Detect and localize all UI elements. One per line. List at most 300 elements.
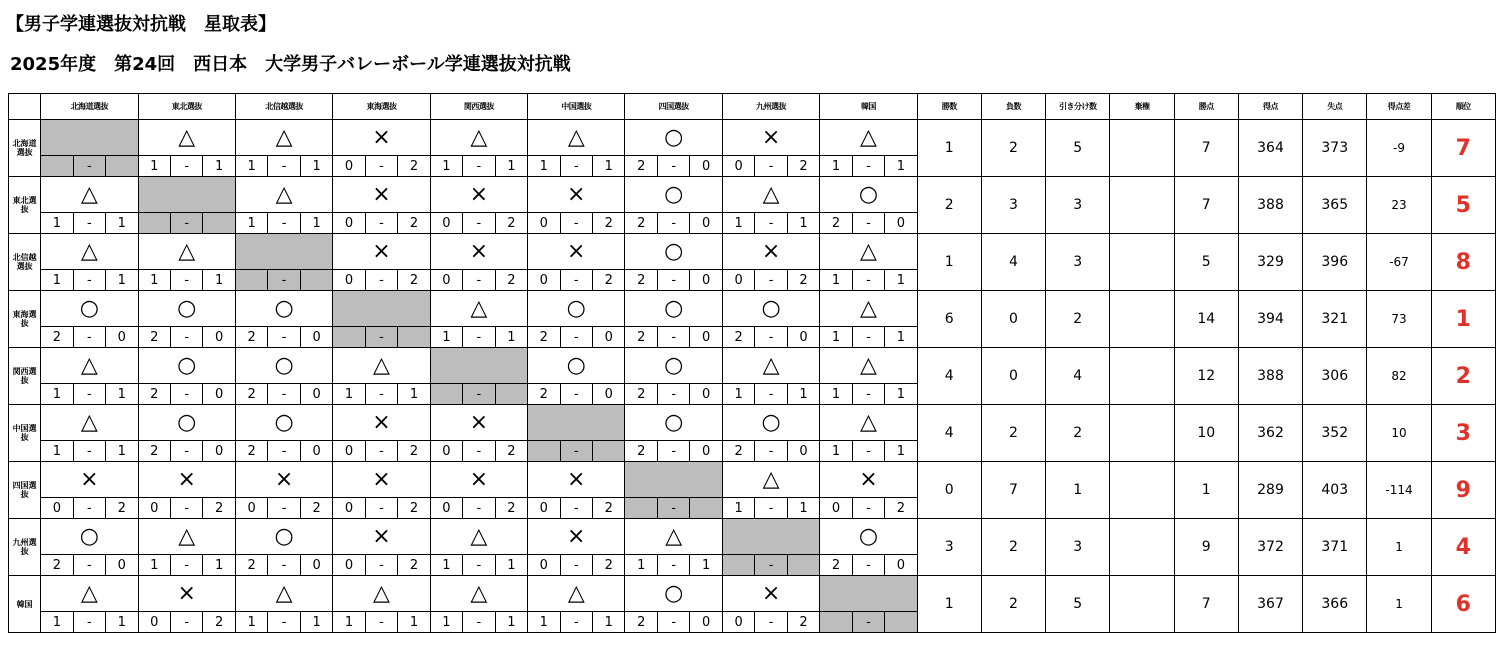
sets-lost: 2 [592,270,624,290]
result-symbol: ○ [138,291,235,327]
sets-lost: 2 [397,213,429,233]
sets-won: 0 [344,272,354,288]
self-match-cell [528,405,625,441]
sets-lost [105,156,137,176]
set-score-cells [528,441,624,461]
sets-won: 2 [247,557,256,573]
set-score [820,384,917,405]
score-separator: - [852,498,884,518]
set-score [430,555,527,576]
row-label: 東海選抜 [9,291,41,348]
sets-lost: 1 [592,612,624,632]
sets-lost: 1 [105,270,137,290]
score-separator: - [365,498,397,518]
rank-value: 3 [1431,405,1495,462]
set-score-cells [139,555,235,575]
sets-won: 2 [539,329,548,345]
set-score [41,327,138,348]
sets-lost: 2 [397,555,429,575]
sets-won: 2 [539,386,548,402]
set-score [138,441,235,462]
sets-won: 2 [247,443,256,459]
sets-won: 1 [247,158,256,174]
result-symbol: △ [528,120,625,156]
sets-won: 2 [637,272,646,288]
set-score [235,156,332,177]
result-symbol: △ [138,519,235,555]
set-score [138,612,235,633]
score-separator: - [462,555,494,575]
set-score [528,156,625,177]
score-separator: - [73,498,105,518]
stat-lose: 4 [981,234,1045,291]
stat-lose: 2 [981,576,1045,633]
column-header: 四国選抜 [625,94,722,120]
sets-lost: 0 [689,441,721,461]
rank-value: 2 [1431,348,1495,405]
stat-win: 2 [917,177,981,234]
sets-won: 0 [344,500,354,516]
result-symbol: △ [430,120,527,156]
set-score-cells [723,213,819,233]
score-separator: - [170,156,202,176]
column-header: 韓国 [820,94,917,120]
sets-won: 2 [637,215,646,231]
set-score-cells [139,270,235,290]
set-score [528,498,625,519]
stat-diff: -67 [1367,234,1431,291]
sets-lost: 0 [689,384,721,404]
sets-won [333,327,364,347]
set-score-cells [723,156,819,176]
sets-lost: 0 [300,441,332,461]
score-separator: - [462,441,494,461]
sets-lost: 1 [105,612,137,632]
team-row [9,234,1496,270]
rank-value: 9 [1431,462,1495,519]
result-symbol: △ [625,519,722,555]
row-label: 北信越選抜 [9,234,41,291]
score-separator: - [852,213,884,233]
stat-win: 4 [917,348,981,405]
document-title: 【男子学連選抜対抗戦 星取表】 [6,14,276,35]
sets-won: 1 [52,386,61,402]
score-separator: - [73,327,105,347]
row-label: 北海道選抜 [9,120,41,177]
score-separator: - [170,384,202,404]
row-label: 関西選抜 [9,348,41,405]
result-symbol: △ [528,576,625,612]
rank-value: 6 [1431,576,1495,633]
column-header: 北信越選抜 [235,94,332,120]
stat-header: 勝点 [1174,94,1238,120]
score-separator: - [462,156,494,176]
score-separator: - [365,270,397,290]
sets-lost: 1 [689,555,721,575]
result-symbol: × [722,120,819,156]
result-symbol: ○ [41,519,138,555]
stat-draw: 1 [1046,462,1110,519]
score-separator: - [170,555,202,575]
column-header: 九州選抜 [722,94,819,120]
set-score [528,270,625,291]
sets-lost: 2 [495,441,527,461]
sets-lost: 0 [300,327,332,347]
result-symbol: × [333,519,430,555]
sets-lost: 2 [397,441,429,461]
column-header: 東海選抜 [333,94,430,120]
sets-lost: 2 [202,612,234,632]
set-score-cells [333,612,429,632]
set-score [722,384,819,405]
result-symbol: ○ [235,291,332,327]
stat-draw: 3 [1046,519,1110,576]
score-separator: - [170,327,202,347]
sets-lost: 1 [495,156,527,176]
stat-diff: 82 [1367,348,1431,405]
result-symbol: △ [138,120,235,156]
result-symbol: △ [235,576,332,612]
score-separator: - [267,270,299,290]
sets-won: 0 [734,614,743,630]
sets-lost: 2 [884,498,916,518]
stat-header: 負数 [981,94,1045,120]
sets-won: 1 [52,443,61,459]
set-score [138,555,235,576]
column-header: 北海道選抜 [41,94,138,120]
set-score [820,498,917,519]
result-symbol: ○ [722,405,819,441]
self-match-cell [333,291,430,327]
score-separator: - [170,270,202,290]
set-score-cells [236,555,332,575]
sets-lost: 2 [787,270,819,290]
stat-lose: 3 [981,177,1045,234]
score-separator: - [365,156,397,176]
sets-lost [592,441,624,461]
corner-cell [9,94,41,120]
stat-scored: 329 [1238,234,1302,291]
set-score-cells [139,327,235,347]
sets-lost: 2 [787,612,819,632]
set-score-cells [723,555,819,575]
result-symbol: △ [235,120,332,156]
score-separator: - [267,156,299,176]
stat-header: 得点 [1238,94,1302,120]
set-score [722,612,819,633]
score-separator: - [267,555,299,575]
stat-win: 0 [917,462,981,519]
stat-diff: 73 [1367,291,1431,348]
set-score-cells [431,156,527,176]
self-match-cell [138,177,235,213]
result-symbol: × [333,120,430,156]
set-score-cells [41,327,137,347]
sets-won: 1 [831,158,841,174]
score-separator: - [365,612,397,632]
sets-lost [689,498,721,518]
score-separator: - [73,270,105,290]
sets-lost: 2 [592,555,624,575]
result-symbol: △ [41,405,138,441]
sets-won: 1 [734,215,743,231]
standings-table [8,93,1496,633]
set-score [430,156,527,177]
score-separator: - [170,498,202,518]
sets-won: 1 [637,557,646,573]
set-score [430,327,527,348]
set-score [235,441,332,462]
sets-won: 0 [442,500,451,516]
sets-won: 1 [442,329,451,345]
score-separator: - [560,384,592,404]
self-match-cell [722,519,819,555]
sets-won: 2 [52,329,61,345]
score-separator: - [754,384,786,404]
sets-lost: 1 [105,441,137,461]
header-row [9,94,1496,120]
sets-won: 0 [442,215,451,231]
stat-header: 棄権 [1110,94,1174,120]
row-label: 東北選抜 [9,177,41,234]
self-match-cell [820,576,917,612]
score-separator: - [657,270,689,290]
set-score-cells [528,555,624,575]
score-separator: - [462,270,494,290]
score-separator: - [852,555,884,575]
set-score-cells [723,270,819,290]
set-score [138,384,235,405]
result-symbol: △ [722,462,819,498]
set-score [528,441,625,462]
set-score [138,270,235,291]
set-score [41,213,138,234]
set-score-cells [431,441,527,461]
sets-lost: 0 [689,612,721,632]
score-separator: - [267,213,299,233]
set-score [528,555,625,576]
sets-lost: 1 [300,156,332,176]
result-symbol: ○ [820,519,917,555]
stat-diff: 23 [1367,177,1431,234]
set-score [820,327,917,348]
set-score [333,327,430,348]
result-symbol: ○ [235,405,332,441]
row-label: 九州選抜 [9,519,41,576]
set-score-cells [41,612,137,632]
sets-lost: 0 [689,156,721,176]
set-score-cells [431,555,527,575]
sets-lost: 0 [202,384,234,404]
set-score [625,498,722,519]
set-score [820,555,917,576]
score-separator: - [73,555,105,575]
set-score-cells [333,441,429,461]
set-score-cells [723,327,819,347]
sets-won: 1 [344,614,354,630]
score-separator: - [560,555,592,575]
stat-win: 1 [917,234,981,291]
stat-diff: 10 [1367,405,1431,462]
set-score-cells [41,555,137,575]
set-score [625,327,722,348]
rank-value: 4 [1431,519,1495,576]
sets-lost: 0 [592,384,624,404]
score-separator: - [365,327,397,347]
sets-lost: 0 [202,441,234,461]
score-separator: - [560,498,592,518]
set-score-cells [139,441,235,461]
result-symbol: △ [41,177,138,213]
stat-header: 得点差 [1367,94,1431,120]
result-symbol: ○ [625,405,722,441]
set-score [138,498,235,519]
set-score [528,384,625,405]
set-score [138,156,235,177]
result-symbol: × [138,462,235,498]
sets-lost [300,270,332,290]
set-score [625,441,722,462]
result-symbol: ○ [625,348,722,384]
score-separator: - [657,327,689,347]
team-row [9,348,1496,384]
sets-lost: 1 [495,327,527,347]
sets-lost: 1 [397,384,429,404]
score-separator: - [365,384,397,404]
stat-lose: 2 [981,405,1045,462]
set-score-cells [528,384,624,404]
sets-lost: 0 [105,327,137,347]
sets-lost: 2 [300,498,332,518]
stat-scored: 367 [1238,576,1302,633]
sets-lost: 1 [202,555,234,575]
stat-diff: 1 [1367,519,1431,576]
score-separator: - [657,213,689,233]
set-score [430,213,527,234]
sets-lost [495,384,527,404]
sets-won: 0 [52,500,61,516]
result-symbol: △ [41,234,138,270]
stat-lose: 0 [981,348,1045,405]
sets-lost [787,555,819,575]
sets-lost: 1 [884,441,916,461]
result-symbol: ○ [528,291,625,327]
score-separator: - [852,612,884,632]
score-separator: - [73,156,105,176]
sets-lost: 1 [202,156,234,176]
score-separator: - [754,327,786,347]
sets-won: 1 [442,614,451,630]
set-score-cells [41,498,137,518]
set-score [430,441,527,462]
team-row [9,177,1496,213]
stat-win: 3 [917,519,981,576]
set-score-cells [820,156,916,176]
set-score [820,612,917,633]
sets-lost: 2 [495,213,527,233]
sets-won: 2 [247,329,256,345]
set-score-cells [820,555,916,575]
sets-lost: 1 [592,156,624,176]
sets-won: 2 [150,443,159,459]
score-separator: - [560,612,592,632]
score-separator: - [462,612,494,632]
result-symbol: ○ [625,120,722,156]
set-score-cells [431,213,527,233]
set-score-cells [528,612,624,632]
score-separator: - [657,441,689,461]
sets-lost [397,327,429,347]
set-score [235,498,332,519]
sets-lost: 0 [884,555,916,575]
set-score [333,270,430,291]
set-score-cells [820,441,916,461]
rank-value: 1 [1431,291,1495,348]
stat-scored: 289 [1238,462,1302,519]
stat-scored: 388 [1238,177,1302,234]
sets-won: 0 [442,443,451,459]
sets-won: 0 [539,215,548,231]
sets-lost: 0 [689,270,721,290]
stat-forfeit [1110,405,1174,462]
result-symbol: △ [820,291,917,327]
score-separator: - [754,555,786,575]
score-separator: - [657,555,689,575]
result-symbol: × [41,462,138,498]
set-score [41,441,138,462]
team-row [9,405,1496,441]
sets-won: 2 [734,443,743,459]
set-score [138,327,235,348]
sets-lost: 0 [787,441,819,461]
sets-won [625,498,656,518]
sets-won: 2 [52,557,61,573]
stat-scored: 372 [1238,519,1302,576]
stat-forfeit [1110,348,1174,405]
set-score [820,270,917,291]
stat-win: 1 [917,576,981,633]
set-score-cells [333,156,429,176]
sets-lost: 1 [884,270,916,290]
set-score [333,498,430,519]
score-separator: - [560,441,592,461]
sets-won: 1 [247,614,256,630]
result-symbol: ○ [235,348,332,384]
sets-won [41,156,72,176]
set-score-cells [139,384,235,404]
sets-won [139,213,170,233]
row-label: 四国選抜 [9,462,41,519]
stat-draw: 3 [1046,234,1110,291]
set-score-cells [333,384,429,404]
set-score [235,270,332,291]
set-score [41,156,138,177]
result-symbol: ○ [138,348,235,384]
sets-lost: 1 [397,612,429,632]
score-separator: - [560,270,592,290]
score-separator: - [852,441,884,461]
set-score-cells [723,498,819,518]
stat-draw: 2 [1046,291,1110,348]
sets-lost: 1 [884,327,916,347]
sets-won: 1 [539,158,548,174]
result-symbol: △ [430,291,527,327]
set-score [333,441,430,462]
result-symbol: × [430,177,527,213]
score-separator: - [73,441,105,461]
row-label: 中国選抜 [9,405,41,462]
set-score-cells [333,270,429,290]
